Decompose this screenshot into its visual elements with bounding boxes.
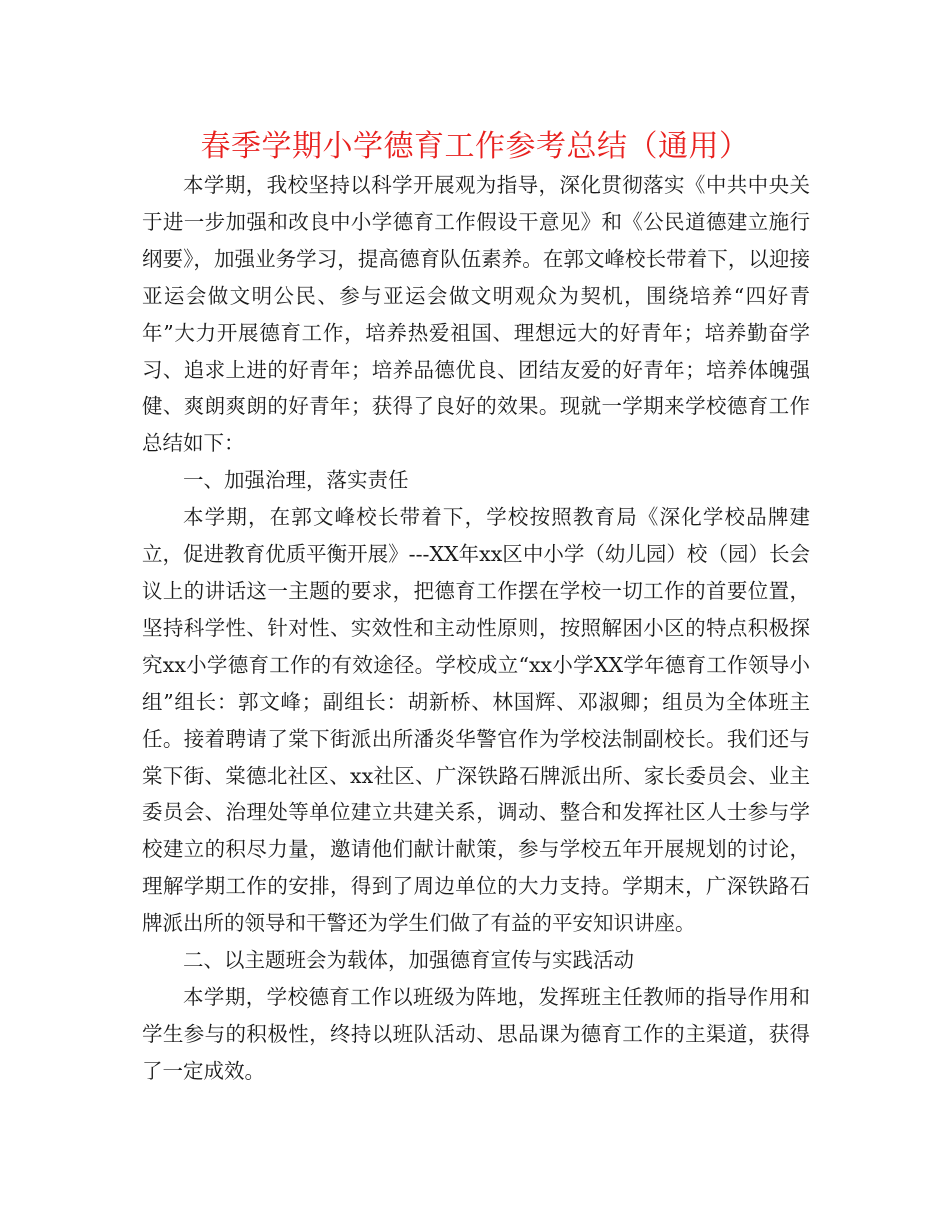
section-heading-2: 二、以主题班会为载体，加强德育宣传与实践活动 bbox=[183, 948, 634, 973]
paragraph-section-2: 本学期，学校德育工作以班级为阵地，发挥班主任教师的指导作用和学生参与的积极性，终持以班队活动、思品课为德育工作的主渠道，获得了一定成效。 bbox=[142, 984, 810, 1083]
paragraph-section-1: 本学期，在郭文峰校长带着下，学校按照教育局《深化学校品牌建立，促进教育优质平衡开展》---XX年xx区中小学（幼儿园）校（园）长会议上的讲话这一主题的要求，把德育工作摆在学校一切工作的首要位置，坚持科学性、针对性、实效性和主动性原则，按照解困小区的特点积极探究xx小学德育工作的有效途径。学校成立“xx小学XX学年德育工作领导小组”组长：郭文峰；副组长：胡新桥、林国辉、邓淑卿；组员为全体班主任。接着聘请了棠下街派出所潘炎华警官作为学校法制副校长。我们还与棠下街、棠德北社区、xx社区、广深铁路石牌派出所、家长委员会、业主委员会、治理处等单位建立共建关系，调动、整合和发挥社区人士参与学校建立的积尽力量，邀请他们献计献策，参与学校五年开展规划的讨论，理解学期工作的安排，得到了周边单位的大力支持。学期末，广深铁路石牌派出所的领导和干警还为学生们做了有益的平安知识讲座。 bbox=[142, 505, 810, 936]
paragraph-intro: 本学期，我校坚持以科学开展观为指导，深化贯彻落实《中共中央关于进一步加强和改良中小学德育工作假设干意见》和《公民道德建立施行纲要》，加强业务学习，提高德育队伍素养。在郭文峰校长带着下，以迎接亚运会做文明公民、参与亚运会做文明观众为契机，围绕培养“四好青年”大力开展德育工作，培养热爱祖国、理想远大的好青年；培养勤奋学习、追求上进的好青年；培养品德优良、团结友爱的好青年；培养体魄强健、爽朗爽朗的好青年；获得了良好的效果。现就一学期来学校德育工作总结如下： bbox=[142, 173, 810, 456]
document-body bbox=[142, 167, 810, 1090]
document-title: 春季学期小学德育工作参考总结（通用） bbox=[200, 129, 750, 164]
section-heading-1: 一、加强治理，落实责任 bbox=[183, 468, 409, 493]
